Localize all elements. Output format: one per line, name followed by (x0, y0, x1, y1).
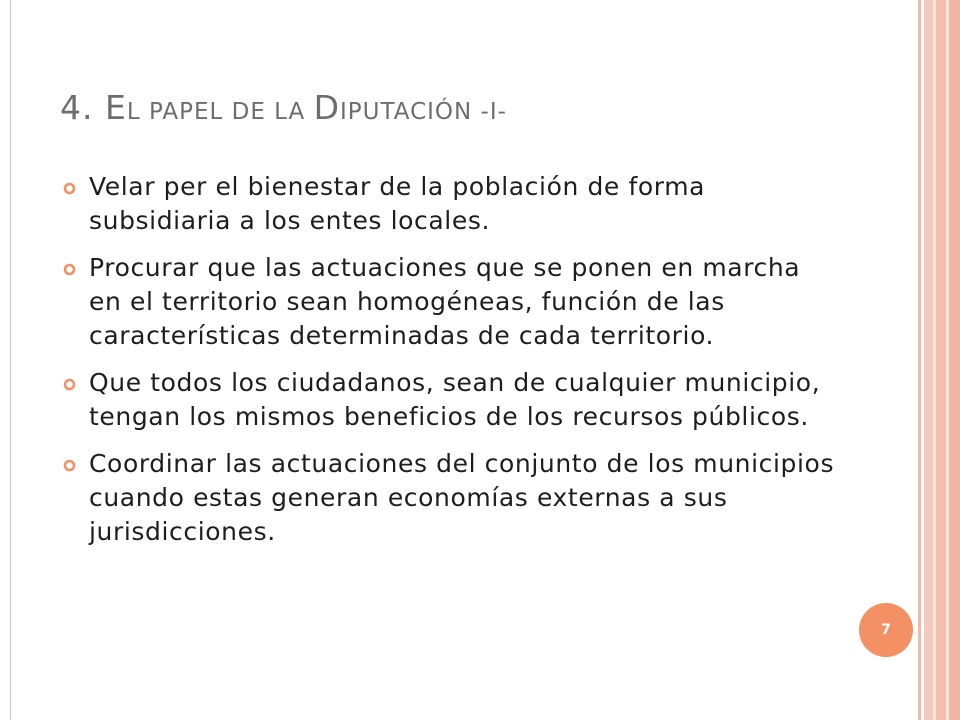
bullet-text: Velar per el bienestar de la población de forma subsidiaria a los entes locales. (89, 172, 706, 235)
stripe (924, 0, 933, 720)
bullet-item (60, 366, 840, 434)
slide-title (60, 88, 507, 127)
bullet-circle-icon (63, 263, 76, 276)
bullet-item (60, 447, 840, 549)
bullet-list (60, 170, 840, 562)
title-number: 4. (60, 88, 105, 127)
title-suffix: -I- (480, 99, 507, 125)
left-border-rule (0, 0, 11, 720)
stripe (918, 0, 921, 720)
bullet-item (60, 251, 840, 353)
right-decorative-stripes (918, 0, 960, 720)
bullet-circle-icon (63, 378, 76, 391)
page-number: 7 (881, 622, 891, 638)
bullet-text: Que todos los ciudadanos, sean de cualquier municipio, tengan los mismos beneficios de los recursos públicos. (89, 368, 821, 431)
page-number-badge (859, 603, 913, 657)
title-smallcaps: L PAPEL DE LA (126, 99, 314, 125)
bullet-circle-icon (63, 182, 76, 195)
bullet-text: Coordinar las actuaciones del conjunto de los municipios cuando estas generan economías externas a sus jurisdicciones. (89, 449, 835, 546)
bullet-circle-icon (63, 459, 76, 472)
title-initial: E (104, 88, 127, 127)
bullet-item (60, 170, 840, 238)
bullet-text: Procurar que las actuaciones que se ponen en marcha en el territorio sean homogéneas, función de las características determinadas de cada territorio. (89, 253, 801, 350)
stripe (936, 0, 946, 720)
title-initial: D (313, 88, 340, 127)
stripe (949, 0, 960, 720)
title-smallcaps: IPUTACIÓN (340, 99, 481, 125)
